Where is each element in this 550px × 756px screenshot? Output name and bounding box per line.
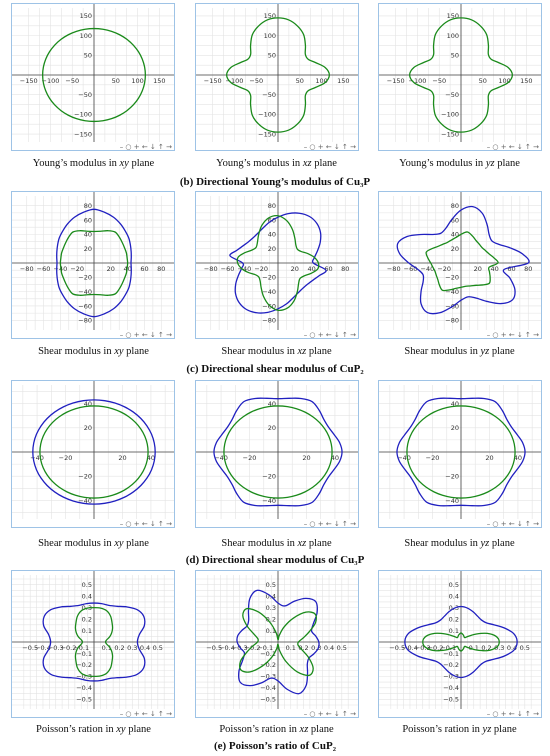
x-tick-label: 150 [520, 77, 533, 85]
plot-toolbar[interactable]: – ○ + ← ↓ ↑ → [486, 331, 539, 339]
x-tick-label: 50 [295, 77, 304, 85]
chart-panel [11, 570, 175, 718]
caption-text: plane [123, 538, 149, 549]
polar-chart [196, 4, 359, 151]
y-tick-label: 60 [267, 216, 276, 225]
x-tick-label: −60 [36, 265, 51, 273]
x-tick-label: −0.4 [402, 644, 418, 652]
y-tick-label: 20 [450, 244, 459, 253]
y-tick-label: −50 [78, 90, 92, 99]
caption-plane: xy [114, 346, 124, 357]
chart-panel [11, 380, 175, 528]
caption-plane: yz [480, 346, 490, 357]
chart-panel [378, 3, 542, 151]
y-tick-label: −40 [262, 287, 276, 296]
y-tick-label: 40 [83, 230, 92, 239]
chart-caption [368, 346, 550, 357]
chart-caption [368, 158, 550, 169]
plot-toolbar[interactable]: – ○ + ← ↓ ↑ → [119, 331, 172, 339]
x-tick-label: −40 [420, 265, 435, 273]
y-tick-label: −40 [262, 496, 276, 505]
plot-toolbar[interactable]: – ○ + ← ↓ ↑ → [119, 520, 172, 528]
y-tick-label: 0.3 [81, 603, 92, 612]
x-tick-label: 0.4 [323, 644, 335, 652]
x-tick-label: 0.3 [311, 644, 322, 652]
x-tick-label: −50 [249, 77, 264, 85]
y-tick-label: 100 [79, 31, 92, 40]
y-tick-label: −0.3 [260, 672, 276, 681]
x-tick-label: −60 [220, 265, 235, 273]
chart-panel [378, 191, 542, 339]
chart-panel [378, 570, 542, 718]
y-tick-label: −0.5 [260, 695, 276, 704]
y-tick-label: 80 [450, 202, 459, 211]
x-tick-label: −60 [403, 265, 418, 273]
x-tick-label: 40 [513, 454, 523, 462]
y-tick-label: 0.4 [265, 592, 276, 601]
x-tick-label: −50 [432, 77, 447, 85]
caption-text: Young’s modulus in [399, 158, 486, 169]
chart-caption [368, 538, 550, 549]
y-tick-label: −20 [78, 472, 92, 481]
y-tick-label: 40 [83, 399, 92, 408]
caption-text: plane [306, 538, 332, 549]
y-tick-label: 20 [83, 244, 92, 253]
caption-plane: xy [114, 538, 124, 549]
y-tick-label: −0.4 [76, 684, 92, 693]
y-tick-label: 0.4 [81, 592, 92, 601]
section-title: (c) Directional shear modulus of CuP₂ [186, 363, 364, 375]
y-tick-label: 40 [450, 399, 459, 408]
caption-text: plane [311, 158, 337, 169]
y-tick-label: 20 [450, 424, 459, 433]
y-tick-label: 60 [450, 216, 459, 225]
caption-text: Shear modulus in [221, 538, 298, 549]
caption-text: Poisson’s ration in [36, 724, 117, 735]
y-tick-label: 0.5 [81, 581, 92, 590]
x-tick-label: 60 [324, 265, 333, 273]
y-tick-label: −40 [445, 496, 459, 505]
x-tick-label: −40 [214, 454, 228, 462]
x-tick-label: −20 [425, 454, 440, 462]
x-tick-label: −40 [237, 265, 252, 273]
chart-panel [195, 380, 359, 528]
x-tick-label: −80 [203, 265, 218, 273]
x-tick-label: 80 [157, 265, 166, 273]
y-tick-label: −0.4 [260, 684, 276, 693]
x-tick-label: −0.5 [22, 644, 39, 652]
y-tick-label: −50 [262, 90, 276, 99]
y-tick-label: −100 [441, 110, 459, 119]
section-title: (b) Directional Young’s modulus of Cu₃P [179, 176, 371, 188]
polar-chart [12, 4, 175, 151]
y-tick-label: −80 [262, 316, 276, 325]
x-tick-label: 60 [507, 265, 516, 273]
plot-toolbar[interactable]: – ○ + ← ↓ ↑ → [486, 710, 539, 718]
y-tick-label: 60 [83, 216, 92, 225]
y-tick-label: −150 [441, 130, 459, 139]
caption-plane: xy [116, 724, 126, 735]
y-tick-label: 0.3 [448, 603, 459, 612]
x-tick-label: −0.5 [389, 644, 406, 652]
y-tick-label: 40 [450, 230, 459, 239]
plot-toolbar[interactable]: – ○ + ← ↓ ↑ → [303, 710, 356, 718]
x-tick-label: 80 [524, 265, 533, 273]
x-tick-label: −20 [437, 265, 452, 273]
y-tick-label: 100 [446, 31, 459, 40]
polar-chart [12, 571, 175, 718]
section-title: (e) Poisson’s ratio of CuP₂ [213, 740, 337, 752]
x-tick-label: −150 [19, 77, 38, 85]
y-tick-label: −60 [262, 302, 276, 311]
x-tick-label: 0.3 [127, 644, 138, 652]
y-tick-label: −100 [258, 110, 276, 119]
x-tick-label: 40 [123, 265, 132, 273]
x-tick-label: 0.2 [298, 644, 309, 652]
y-tick-label: −20 [78, 273, 92, 282]
polar-chart [379, 4, 542, 151]
y-tick-label: 0.1 [81, 626, 92, 635]
x-tick-label: 60 [140, 265, 149, 273]
caption-text: plane [491, 724, 517, 735]
y-tick-label: 150 [79, 12, 92, 21]
plot-toolbar[interactable]: – ○ + ← ↓ ↑ → [303, 331, 356, 339]
x-tick-label: −150 [386, 77, 405, 85]
y-tick-label: −40 [445, 287, 459, 296]
x-tick-label: 0.1 [101, 644, 112, 652]
chart-panel [11, 191, 175, 339]
y-tick-label: 100 [263, 31, 276, 40]
plot-toolbar[interactable]: – ○ + ← ↓ ↑ → [303, 143, 356, 151]
y-tick-label: −0.3 [76, 672, 92, 681]
x-tick-label: 0.5 [152, 644, 163, 652]
caption-text: plane [489, 346, 515, 357]
y-tick-label: −0.1 [260, 649, 276, 658]
caption-text: Poisson’s ration in [402, 724, 483, 735]
y-tick-label: 0.5 [265, 581, 276, 590]
x-tick-label: −20 [70, 265, 85, 273]
chart-caption [185, 158, 368, 169]
polar-chart [12, 381, 175, 528]
chart-panel [11, 3, 175, 151]
caption-text: Shear modulus in [404, 346, 481, 357]
y-tick-label: −60 [445, 302, 459, 311]
x-tick-label: 50 [111, 77, 120, 85]
y-tick-label: −100 [74, 110, 92, 119]
y-tick-label: 150 [446, 12, 459, 21]
x-tick-label: 150 [337, 77, 350, 85]
y-tick-label: 20 [267, 244, 276, 253]
x-tick-label: 0.5 [519, 644, 530, 652]
section-title: (d) Directional shear modulus of Cu₃P [185, 554, 365, 566]
x-tick-label: −150 [203, 77, 222, 85]
y-tick-label: 80 [83, 202, 92, 211]
x-tick-label: −40 [397, 454, 411, 462]
x-tick-label: −40 [30, 454, 44, 462]
plot-toolbar[interactable]: – ○ + ← ↓ ↑ → [119, 710, 172, 718]
x-tick-label: −0.1 [73, 644, 90, 652]
y-tick-label: −0.2 [443, 661, 459, 670]
y-tick-label: 40 [267, 399, 276, 408]
chart-caption [185, 538, 368, 549]
caption-text: plane [494, 158, 520, 169]
y-tick-label: 50 [450, 51, 459, 60]
y-tick-label: 0.5 [448, 581, 459, 590]
caption-plane: yz [485, 158, 495, 169]
x-tick-label: 40 [330, 454, 340, 462]
caption-plane: xz [299, 724, 309, 735]
y-tick-label: −20 [445, 273, 459, 282]
y-tick-label: 40 [267, 230, 276, 239]
caption-text: Shear modulus in [404, 538, 481, 549]
x-tick-label: 20 [290, 265, 299, 273]
y-tick-label: 150 [263, 12, 276, 21]
polar-chart [196, 571, 359, 718]
y-tick-label: 0.2 [448, 615, 459, 624]
x-tick-label: 0.4 [139, 644, 151, 652]
x-tick-label: 20 [106, 265, 115, 273]
chart-caption [368, 724, 550, 735]
y-tick-label: 0.1 [448, 626, 459, 635]
y-tick-label: −40 [78, 287, 92, 296]
caption-plane: xz [297, 346, 307, 357]
caption-text: Young’s modulus in [216, 158, 303, 169]
x-tick-label: −80 [19, 265, 34, 273]
x-tick-label: −0.1 [440, 644, 457, 652]
x-tick-label: −0.3 [414, 644, 431, 652]
x-tick-label: 50 [478, 77, 487, 85]
caption-text: Young’s modulus in [32, 158, 120, 169]
x-tick-label: 20 [473, 265, 482, 273]
caption-text: plane [308, 724, 334, 735]
x-tick-label: 20 [485, 454, 494, 462]
y-tick-label: −0.2 [76, 661, 92, 670]
x-tick-label: 0.5 [336, 644, 347, 652]
y-tick-label: −40 [78, 496, 92, 505]
caption-text: plane [306, 346, 332, 357]
x-tick-label: −0.5 [206, 644, 223, 652]
x-tick-label: −0.2 [60, 644, 77, 652]
series-curve [397, 207, 529, 314]
caption-text: plane [123, 346, 149, 357]
x-tick-label: −0.3 [47, 644, 64, 652]
y-tick-label: −0.4 [443, 684, 459, 693]
x-tick-label: 20 [118, 454, 127, 462]
y-tick-label: −0.5 [76, 695, 92, 704]
x-tick-label: −20 [242, 454, 257, 462]
caption-text: Shear modulus in [38, 346, 115, 357]
chart-panel [195, 191, 359, 339]
caption-text: Poisson’s ration in [219, 724, 300, 735]
y-tick-label: −20 [445, 472, 459, 481]
y-tick-label: 50 [83, 51, 92, 60]
chart-caption [2, 538, 185, 549]
caption-plane: yz [480, 538, 490, 549]
x-tick-label: 40 [146, 454, 156, 462]
y-tick-label: −0.3 [443, 672, 459, 681]
y-tick-label: −0.5 [443, 695, 459, 704]
x-tick-label: −0.4 [35, 644, 51, 652]
y-tick-label: 0.4 [448, 592, 459, 601]
y-tick-label: 0.3 [265, 603, 276, 612]
plot-toolbar[interactable]: – ○ + ← ↓ ↑ → [486, 520, 539, 528]
x-tick-label: 0.2 [481, 644, 492, 652]
y-tick-label: −150 [258, 130, 276, 139]
y-tick-label: 0.2 [265, 615, 276, 624]
x-tick-label: 20 [302, 454, 311, 462]
polar-chart [12, 192, 175, 339]
y-tick-label: 0.2 [81, 615, 92, 624]
y-tick-label: 20 [83, 424, 92, 433]
x-tick-label: −100 [41, 77, 60, 85]
y-tick-label: −50 [445, 90, 459, 99]
y-tick-label: 80 [267, 202, 276, 211]
y-tick-label: −60 [78, 302, 92, 311]
y-tick-label: −0.1 [76, 649, 92, 658]
x-tick-label: 100 [498, 77, 511, 85]
y-tick-label: 0.1 [265, 626, 276, 635]
caption-text: Shear modulus in [221, 346, 298, 357]
chart-caption [185, 346, 368, 357]
x-tick-label: −0.4 [219, 644, 235, 652]
caption-plane: yz [482, 724, 492, 735]
plot-toolbar[interactable]: – ○ + ← ↓ ↑ → [303, 520, 356, 528]
x-tick-label: 100 [315, 77, 328, 85]
x-tick-label: 80 [341, 265, 350, 273]
polar-chart [379, 192, 542, 339]
y-tick-label: 50 [267, 51, 276, 60]
y-tick-label: −0.2 [260, 661, 276, 670]
x-tick-label: 40 [490, 265, 499, 273]
y-tick-label: 20 [267, 424, 276, 433]
x-tick-label: 0.2 [114, 644, 125, 652]
caption-text: plane [489, 538, 515, 549]
y-tick-label: −20 [262, 273, 276, 282]
x-tick-label: −80 [386, 265, 401, 273]
x-tick-label: 0.1 [468, 644, 479, 652]
x-tick-label: −0.2 [244, 644, 261, 652]
x-tick-label: 40 [307, 265, 316, 273]
x-tick-label: −100 [408, 77, 427, 85]
x-tick-label: 0.4 [506, 644, 518, 652]
y-tick-label: −150 [74, 130, 92, 139]
x-tick-label: −0.1 [257, 644, 274, 652]
caption-plane: xz [302, 158, 312, 169]
caption-plane: xy [119, 158, 129, 169]
polar-chart [196, 192, 359, 339]
x-tick-label: 0.3 [494, 644, 505, 652]
x-tick-label: −20 [58, 454, 73, 462]
chart-panel [195, 570, 359, 718]
x-tick-label: 0.1 [285, 644, 296, 652]
y-tick-label: −80 [445, 316, 459, 325]
x-tick-label: −0.2 [427, 644, 444, 652]
caption-text: Shear modulus in [38, 538, 115, 549]
chart-caption [2, 346, 185, 357]
caption-text: plane [128, 158, 155, 169]
chart-caption [2, 158, 185, 169]
x-tick-label: −20 [254, 265, 269, 273]
x-tick-label: −0.3 [231, 644, 248, 652]
x-tick-label: 150 [153, 77, 166, 85]
caption-text: plane [125, 724, 151, 735]
x-tick-label: −40 [53, 265, 68, 273]
y-tick-label: −0.1 [443, 649, 459, 658]
chart-panel [195, 3, 359, 151]
chart-caption [2, 724, 185, 735]
polar-chart [196, 381, 359, 528]
chart-caption [185, 724, 368, 735]
caption-plane: xz [297, 538, 307, 549]
plot-toolbar[interactable]: – ○ + ← ↓ ↑ → [119, 143, 172, 151]
x-tick-label: −100 [225, 77, 244, 85]
x-tick-label: 100 [131, 77, 144, 85]
series-curve [426, 232, 498, 291]
y-tick-label: −20 [262, 472, 276, 481]
polar-chart [379, 381, 542, 528]
chart-panel [378, 380, 542, 528]
plot-toolbar[interactable]: – ○ + ← ↓ ↑ → [486, 143, 539, 151]
x-tick-label: −50 [65, 77, 80, 85]
y-tick-label: −80 [78, 316, 92, 325]
polar-chart [379, 571, 542, 718]
